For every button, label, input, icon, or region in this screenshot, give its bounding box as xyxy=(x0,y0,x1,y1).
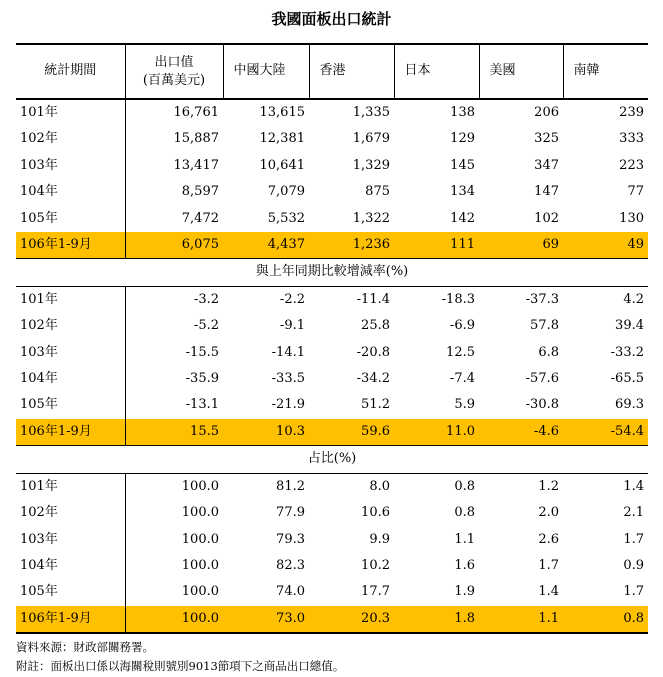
china-cell: -14.1 xyxy=(271,344,305,360)
hongkong-cell: 1,329 xyxy=(352,157,390,173)
period-cell: 105年 xyxy=(20,584,58,600)
export-value-cell: -15.5 xyxy=(125,340,223,366)
korea-cell: 1.7 xyxy=(623,531,644,547)
export-value-header xyxy=(125,44,223,99)
period-cell: 102年 xyxy=(20,318,58,334)
china-cell: 7,079 xyxy=(267,184,305,200)
table-row xyxy=(16,606,648,633)
japan-cell: 134 xyxy=(450,184,475,200)
china-cell: 74.0 xyxy=(276,584,305,600)
period-cell: 101年 xyxy=(20,478,58,494)
usa-cell: 2.6 xyxy=(538,531,559,547)
korea-cell: 49 xyxy=(563,232,648,259)
korea-cell: 4.2 xyxy=(623,291,644,307)
period-cell: 104年 xyxy=(20,557,58,573)
china-cell: 10,641 xyxy=(259,157,305,173)
export-value-cell: 15.5 xyxy=(125,419,223,446)
export-value-cell: 100.0 xyxy=(125,527,223,553)
export-value-cell: 100.0 xyxy=(125,473,223,500)
period-cell: 102年 xyxy=(20,131,58,147)
japan-cell: -6.9 xyxy=(449,318,475,334)
hongkong-cell: 1,322 xyxy=(352,210,390,226)
period-cell: 101年 xyxy=(20,105,58,120)
table-row xyxy=(16,579,648,605)
korea-cell: 223 xyxy=(619,157,644,173)
table-row xyxy=(16,126,648,152)
period-cell: 106年1-9月 xyxy=(16,606,125,633)
table-row xyxy=(16,527,648,553)
japan-cell: 1.1 xyxy=(454,531,475,547)
china-cell: 73.0 xyxy=(223,606,309,633)
usa-cell: 1.4 xyxy=(538,584,559,600)
period-cell: 103年 xyxy=(20,157,58,173)
table-row xyxy=(16,553,648,579)
china-cell: 77.9 xyxy=(276,505,305,521)
hongkong-cell: 8.0 xyxy=(369,478,390,494)
japan-cell: 145 xyxy=(450,157,475,173)
header-row xyxy=(16,44,648,99)
china-cell: -33.5 xyxy=(271,371,305,387)
export-value-cell: 100.0 xyxy=(125,553,223,579)
japan-cell: 1.6 xyxy=(454,557,475,573)
period-cell: 106年1-9月 xyxy=(16,232,125,259)
period-cell: 103年 xyxy=(20,344,58,360)
china-cell: 12,381 xyxy=(259,131,305,147)
export-value-cell: 100.0 xyxy=(125,606,223,633)
table-row xyxy=(16,392,648,418)
hongkong-cell: 1,335 xyxy=(352,105,390,120)
usa-cell: 6.8 xyxy=(538,344,559,360)
korea-cell: 0.9 xyxy=(623,557,644,573)
japan-cell: -7.4 xyxy=(449,371,475,387)
section-label: 占比(%) xyxy=(16,446,648,473)
korea-cell: 130 xyxy=(619,210,644,226)
period-cell: 105年 xyxy=(20,397,58,413)
korea-cell: -33.2 xyxy=(610,344,644,360)
china-cell: -2.2 xyxy=(279,291,305,307)
export-table xyxy=(16,43,648,634)
period-cell: 106年1-9月 xyxy=(16,419,125,446)
hongkong-cell: 1,236 xyxy=(309,232,394,259)
hongkong-cell: 10.2 xyxy=(361,557,390,573)
japan-cell: 129 xyxy=(450,131,475,147)
export-value-cell: -35.9 xyxy=(125,366,223,392)
china-cell: 81.2 xyxy=(276,478,305,494)
usa-cell: 347 xyxy=(534,157,559,173)
export-value-cell: 100.0 xyxy=(125,579,223,605)
period-cell: 105年 xyxy=(20,210,58,226)
hongkong-cell: 1,679 xyxy=(352,131,390,147)
hongkong-cell: 875 xyxy=(365,184,390,200)
hongkong-cell: 25.8 xyxy=(361,318,390,334)
china-cell: -9.1 xyxy=(279,318,305,334)
region-header-usa: 美國 xyxy=(479,44,563,99)
export-value-cell: -5.2 xyxy=(125,313,223,339)
japan-cell: -18.3 xyxy=(441,291,475,307)
table-row xyxy=(16,99,648,126)
hongkong-cell: -20.8 xyxy=(356,344,390,360)
hongkong-cell: 20.3 xyxy=(309,606,394,633)
korea-cell: 39.4 xyxy=(615,318,644,334)
japan-cell: 12.5 xyxy=(446,344,475,360)
period-cell: 102年 xyxy=(20,505,58,521)
china-cell: 4,437 xyxy=(223,232,309,259)
korea-cell: 69.3 xyxy=(615,397,644,413)
export-value-cell: -13.1 xyxy=(125,392,223,418)
table-row xyxy=(16,206,648,232)
hongkong-cell: 10.6 xyxy=(361,505,390,521)
section-label: 與上年同期比較增減率(%) xyxy=(16,259,648,286)
usa-cell: -57.6 xyxy=(525,371,559,387)
japan-cell: 11.0 xyxy=(394,419,479,446)
region-header-japan: 日本 xyxy=(394,44,479,99)
export-value-cell: 13,417 xyxy=(125,153,223,179)
period-cell: 104年 xyxy=(20,184,58,200)
korea-cell: 77 xyxy=(627,184,644,200)
usa-cell: 69 xyxy=(479,232,563,259)
japan-cell: 1.8 xyxy=(394,606,479,633)
usa-cell: 1.2 xyxy=(538,478,559,494)
japan-cell: 111 xyxy=(394,232,479,259)
period-cell: 104年 xyxy=(20,371,58,387)
usa-cell: 325 xyxy=(534,131,559,147)
period-cell: 103年 xyxy=(20,531,58,547)
usa-cell: -37.3 xyxy=(525,291,559,307)
period-header: 統計期間 xyxy=(16,44,125,99)
china-cell: 82.3 xyxy=(276,557,305,573)
table-row xyxy=(16,313,648,339)
usa-cell: 1.1 xyxy=(479,606,563,633)
section-header-row xyxy=(16,446,648,473)
export-value-cell: 16,761 xyxy=(125,99,223,126)
usa-cell: 206 xyxy=(534,105,559,120)
korea-cell: 0.8 xyxy=(563,606,648,633)
hongkong-cell: 59.6 xyxy=(309,419,394,446)
region-header-hongkong: 香港 xyxy=(309,44,394,99)
hongkong-cell: 51.2 xyxy=(361,397,390,413)
table-title: 我國面板出口統計 xyxy=(271,10,392,28)
region-header-china: 中國大陸 xyxy=(223,44,309,99)
japan-cell: 0.8 xyxy=(454,505,475,521)
japan-cell: 142 xyxy=(450,210,475,226)
usa-cell: 57.8 xyxy=(530,318,559,334)
table-row xyxy=(16,500,648,526)
export-value-cell: 7,472 xyxy=(125,206,223,232)
export-value-cell: 100.0 xyxy=(125,500,223,526)
hongkong-cell: -11.4 xyxy=(356,291,390,307)
korea-cell: -54.4 xyxy=(563,419,648,446)
korea-cell: 333 xyxy=(619,131,644,147)
korea-cell: 1.7 xyxy=(623,584,644,600)
table-row xyxy=(16,419,648,446)
region-header-korea: 南韓 xyxy=(563,44,648,99)
japan-cell: 0.8 xyxy=(454,478,475,494)
export-value-cell: 8,597 xyxy=(125,179,223,205)
hongkong-cell: 17.7 xyxy=(361,584,390,600)
usa-cell: -30.8 xyxy=(525,397,559,413)
hongkong-cell: -34.2 xyxy=(356,371,390,387)
japan-cell: 5.9 xyxy=(454,397,475,413)
china-cell: 79.3 xyxy=(276,531,305,547)
table-body xyxy=(16,99,648,633)
export-value-header-line1: 出口值 xyxy=(154,54,194,70)
notes xyxy=(16,638,344,676)
japan-cell: 1.9 xyxy=(454,584,475,600)
usa-cell: 102 xyxy=(534,210,559,226)
china-cell: 10.3 xyxy=(223,419,309,446)
export-value-cell: 15,887 xyxy=(125,126,223,152)
table-row xyxy=(16,232,648,259)
table-row xyxy=(16,473,648,500)
usa-cell: -4.6 xyxy=(479,419,563,446)
export-value-cell: -3.2 xyxy=(125,286,223,313)
china-cell: 13,615 xyxy=(259,105,305,120)
usa-cell: 147 xyxy=(534,184,559,200)
source-note: 資料來源：財政部關務署。 xyxy=(16,640,154,654)
usa-cell: 1.7 xyxy=(538,557,559,573)
usa-cell: 2.0 xyxy=(538,505,559,521)
remark-note: 附註：面板出口係以海關稅則號別9013節項下之商品出口總值。 xyxy=(16,659,345,673)
china-cell: 5,532 xyxy=(267,210,305,226)
china-cell: -21.9 xyxy=(271,397,305,413)
table-row xyxy=(16,153,648,179)
table-row xyxy=(16,366,648,392)
table-row xyxy=(16,340,648,366)
table-row xyxy=(16,179,648,205)
section-header-row xyxy=(16,259,648,286)
korea-cell: 2.1 xyxy=(623,505,644,521)
export-value-cell: 6,075 xyxy=(125,232,223,259)
korea-cell: -65.5 xyxy=(610,371,644,387)
japan-cell: 138 xyxy=(450,105,475,120)
table-row xyxy=(16,286,648,313)
korea-cell: 1.4 xyxy=(623,478,644,494)
export-value-header-line2: (百萬美元) xyxy=(142,72,206,88)
period-cell: 101年 xyxy=(20,291,58,307)
korea-cell: 239 xyxy=(619,105,644,120)
hongkong-cell: 9.9 xyxy=(369,531,390,547)
